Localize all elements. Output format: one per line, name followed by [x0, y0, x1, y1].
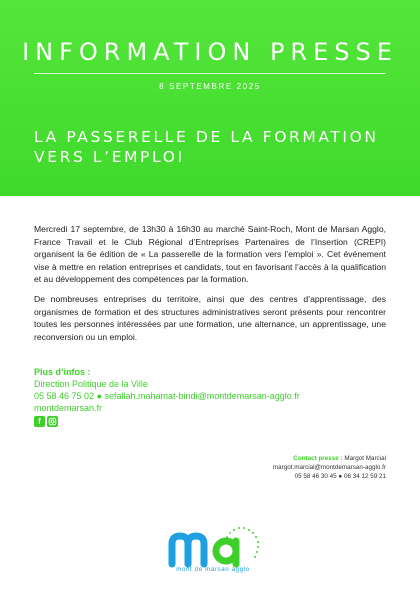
info-block [34, 366, 394, 427]
info-label: Plus d’infos : [34, 367, 91, 377]
press-contact [166, 454, 386, 481]
contact-label: Contact presse : [293, 455, 343, 462]
social-links [34, 416, 394, 427]
headline-line-2: VERS L’EMPLOI [34, 148, 185, 166]
contact-phones: 05 58 46 30 45 ● 06 34 12 59 21 [294, 473, 386, 480]
info-contact-line [34, 390, 394, 402]
contact-name: Margot Marcial [344, 455, 386, 462]
header-divider [34, 73, 386, 74]
contact-line [166, 454, 386, 463]
info-department: Direction Politique de la Ville [34, 379, 148, 389]
info-email-link[interactable]: sefallah.mahamat-bindi@montdemarsan-agglo.fr [104, 391, 300, 401]
page-title: INFORMATION PRESSE [22, 38, 398, 66]
info-phone[interactable]: 05 58 46 75 02 [34, 391, 95, 401]
body-text [34, 223, 386, 350]
agglo-logo [158, 524, 268, 584]
headline-line-1: LA PASSERELLE DE LA FORMATION [34, 128, 379, 146]
headline [34, 127, 394, 167]
contact-email[interactable]: margot.marcial@montdemarsan-agglo.fr [272, 464, 386, 471]
instagram-icon[interactable] [47, 416, 58, 427]
header-banner [0, 0, 420, 196]
body-paragraph-1: Mercredi 17 septembre, de 13h30 à 16h30 au marché Saint-Roch, Mont de Marsan Agglo, France Travail et le Club Régional d’Entreprises Partenaires de l’Insertion (CREPI) organisent la 6e édition de « La passerelle de la formation vers l’emploi ». Cet événement vise à mettre en relation entreprises et candidats, tout en favorisant l’accès à la qualification et au développement des compétences par la formation. [34, 224, 386, 285]
website-link[interactable]: montdemarsan.fr [34, 403, 103, 413]
facebook-icon[interactable]: f [34, 416, 45, 427]
body-paragraph-2: De nombreuses entreprises du territoire, ainsi que des centres d’apprentissage, des organismes de formation et des structures administratives seront présents pour rencontrer toutes les personnes intéressées par une formation, une alternance, un apprentissage, une reconversion ou un emploi. [34, 293, 386, 342]
logo-mark [158, 524, 268, 568]
bullet-separator: ● [96, 391, 105, 401]
logo-tagline: mont de marsan agglo [176, 566, 250, 573]
press-date: 8 SEPTEMBRE 2025 [159, 82, 261, 91]
